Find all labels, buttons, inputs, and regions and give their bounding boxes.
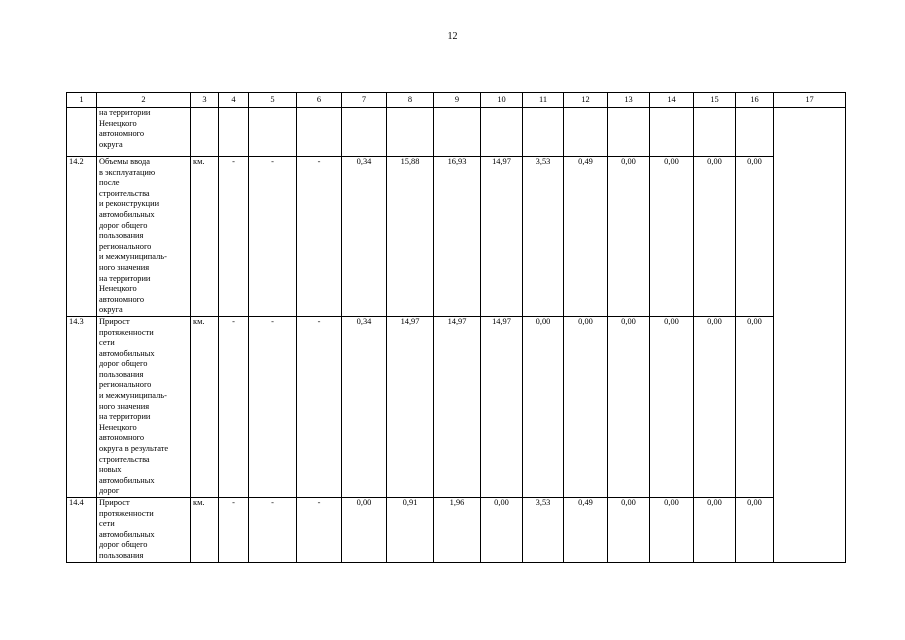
header-cell: 6 (297, 93, 342, 108)
name-line: пользования (99, 550, 144, 560)
name-line: дорог (99, 486, 120, 496)
empty-cell (434, 108, 481, 157)
header-cell: 14 (650, 93, 694, 108)
unit-cell: км. (191, 498, 219, 563)
name-line: округа в результате (99, 444, 169, 454)
name-line: Прирост (99, 498, 130, 507)
value-cell: 3,53 (523, 498, 564, 563)
header-cell: 8 (387, 93, 434, 108)
value-cell: - (219, 157, 249, 317)
value-cell: 0,00 (481, 498, 523, 563)
value-cell: 14,97 (387, 316, 434, 497)
header-cell: 15 (694, 93, 736, 108)
empty-cell (387, 108, 434, 157)
empty-cell (564, 108, 608, 157)
value-cell: 3,53 (523, 157, 564, 317)
value-cell: 0,34 (342, 157, 387, 317)
empty-cell (191, 108, 219, 157)
empty-cell (608, 108, 650, 157)
name-line: на территории (99, 412, 151, 422)
name-line: автомобильных (99, 348, 155, 358)
name-line: сети (99, 519, 115, 529)
value-cell: 0,34 (342, 316, 387, 497)
value-cell: - (249, 316, 297, 497)
name-line: автомобильных (99, 529, 155, 539)
empty-cell (249, 108, 297, 157)
value-cell: - (249, 157, 297, 317)
header-cell: 13 (608, 93, 650, 108)
name-line: регионального (99, 241, 152, 251)
value-cell: - (297, 498, 342, 563)
value-cell: 0,00 (608, 498, 650, 563)
name-line: округа (99, 305, 123, 315)
unit-cell: км. (191, 157, 219, 317)
value-cell: 0,00 (650, 316, 694, 497)
name-line: автономного (99, 129, 145, 139)
value-cell: 0,49 (564, 498, 608, 563)
value-cell: 0,00 (736, 498, 774, 563)
value-cell: 0,00 (650, 157, 694, 317)
header-row (67, 93, 846, 108)
empty-cell (481, 108, 523, 157)
value-cell: 0,00 (608, 316, 650, 497)
index-cell: 14.4 (67, 498, 97, 563)
value-cell: - (297, 157, 342, 317)
name-line: и межмуниципаль- (99, 252, 167, 262)
name-line: в эксплуатацию (99, 167, 156, 177)
name-line: после (99, 178, 120, 188)
name-line: Ненецкого (99, 422, 137, 432)
header-cell: 5 (249, 93, 297, 108)
empty-cell (342, 108, 387, 157)
empty-cell (694, 108, 736, 157)
name-line: ного значения (99, 262, 150, 272)
index-cell: 14.2 (67, 157, 97, 317)
name-line: автономного (99, 433, 145, 443)
header-cell: 17 (774, 93, 846, 108)
header-cell: 16 (736, 93, 774, 108)
value-cell: 0,00 (736, 157, 774, 317)
name-line: автомобильных (99, 475, 155, 485)
value-cell: - (219, 316, 249, 497)
name-line: регионального (99, 380, 152, 390)
name-line: сети (99, 338, 115, 348)
value-cell: 0,00 (523, 316, 564, 497)
empty-cell (297, 108, 342, 157)
name-line: автомобильных (99, 209, 155, 219)
name-line: дорог общего (99, 220, 148, 230)
value-cell: 14,97 (481, 157, 523, 317)
value-cell: 0,91 (387, 498, 434, 563)
value-cell: 15,88 (387, 157, 434, 317)
name-line: строительства (99, 188, 150, 198)
name-line: дорог общего (99, 359, 148, 369)
name-line: Ненецкого (99, 118, 137, 128)
name-line: на территории (99, 273, 151, 283)
value-cell: - (297, 316, 342, 497)
value-cell: 0,00 (564, 316, 608, 497)
value-cell: 0,00 (342, 498, 387, 563)
value-cell: 0,00 (650, 498, 694, 563)
value-cell: 0,00 (694, 498, 736, 563)
page-number: 12 (447, 31, 458, 42)
empty-cell (650, 108, 694, 157)
header-cell: 10 (481, 93, 523, 108)
indicator-name-cell (97, 498, 191, 563)
value-cell: 0,00 (694, 316, 736, 497)
header-cell: 2 (97, 93, 191, 108)
name-line: Ненецкого (99, 284, 137, 294)
name-line: протяженности (99, 508, 154, 518)
name-line: протяженности (99, 327, 154, 337)
table-body (67, 108, 846, 563)
name-line: ного значения (99, 401, 150, 411)
empty-cell (523, 108, 564, 157)
indicator-name-cell (97, 157, 191, 317)
value-cell: 0,00 (694, 157, 736, 317)
name-line: на территории (99, 108, 151, 117)
name-line: Объемы ввода (99, 157, 150, 166)
header-cell: 9 (434, 93, 481, 108)
empty-cell (736, 108, 774, 157)
value-cell: 0,49 (564, 157, 608, 317)
indicator-name-cell (97, 316, 191, 497)
indicator-name-cell (97, 108, 191, 157)
header-cell: 3 (191, 93, 219, 108)
header-cell: 4 (219, 93, 249, 108)
header-cell: 12 (564, 93, 608, 108)
index-cell: 14.3 (67, 316, 97, 497)
name-line: новых (99, 465, 122, 475)
table-row-continuation (67, 108, 846, 157)
name-line: и реконструкции (99, 199, 160, 209)
name-line: автономного (99, 294, 145, 304)
column-17-cell (774, 108, 846, 563)
unit-cell: км. (191, 316, 219, 497)
value-cell: 0,00 (736, 316, 774, 497)
name-line: округа (99, 139, 123, 149)
value-cell: - (249, 498, 297, 563)
header-cell: 1 (67, 93, 97, 108)
empty-cell (219, 108, 249, 157)
name-line: дорог общего (99, 540, 148, 550)
name-line: строительства (99, 454, 150, 464)
table-row (67, 157, 846, 317)
value-cell: 14,97 (481, 316, 523, 497)
value-cell: 14,97 (434, 316, 481, 497)
data-table (66, 92, 846, 563)
header-cell: 11 (523, 93, 564, 108)
name-line: пользования (99, 231, 144, 241)
value-cell: 1,96 (434, 498, 481, 563)
value-cell: - (219, 498, 249, 563)
name-line: Прирост (99, 316, 130, 326)
name-line: и межмуниципаль- (99, 391, 167, 401)
header-cell: 7 (342, 93, 387, 108)
value-cell: 0,00 (608, 157, 650, 317)
index-cell (67, 108, 97, 157)
value-cell: 16,93 (434, 157, 481, 317)
table-row (67, 316, 846, 497)
name-line: пользования (99, 369, 144, 379)
table-row (67, 498, 846, 563)
